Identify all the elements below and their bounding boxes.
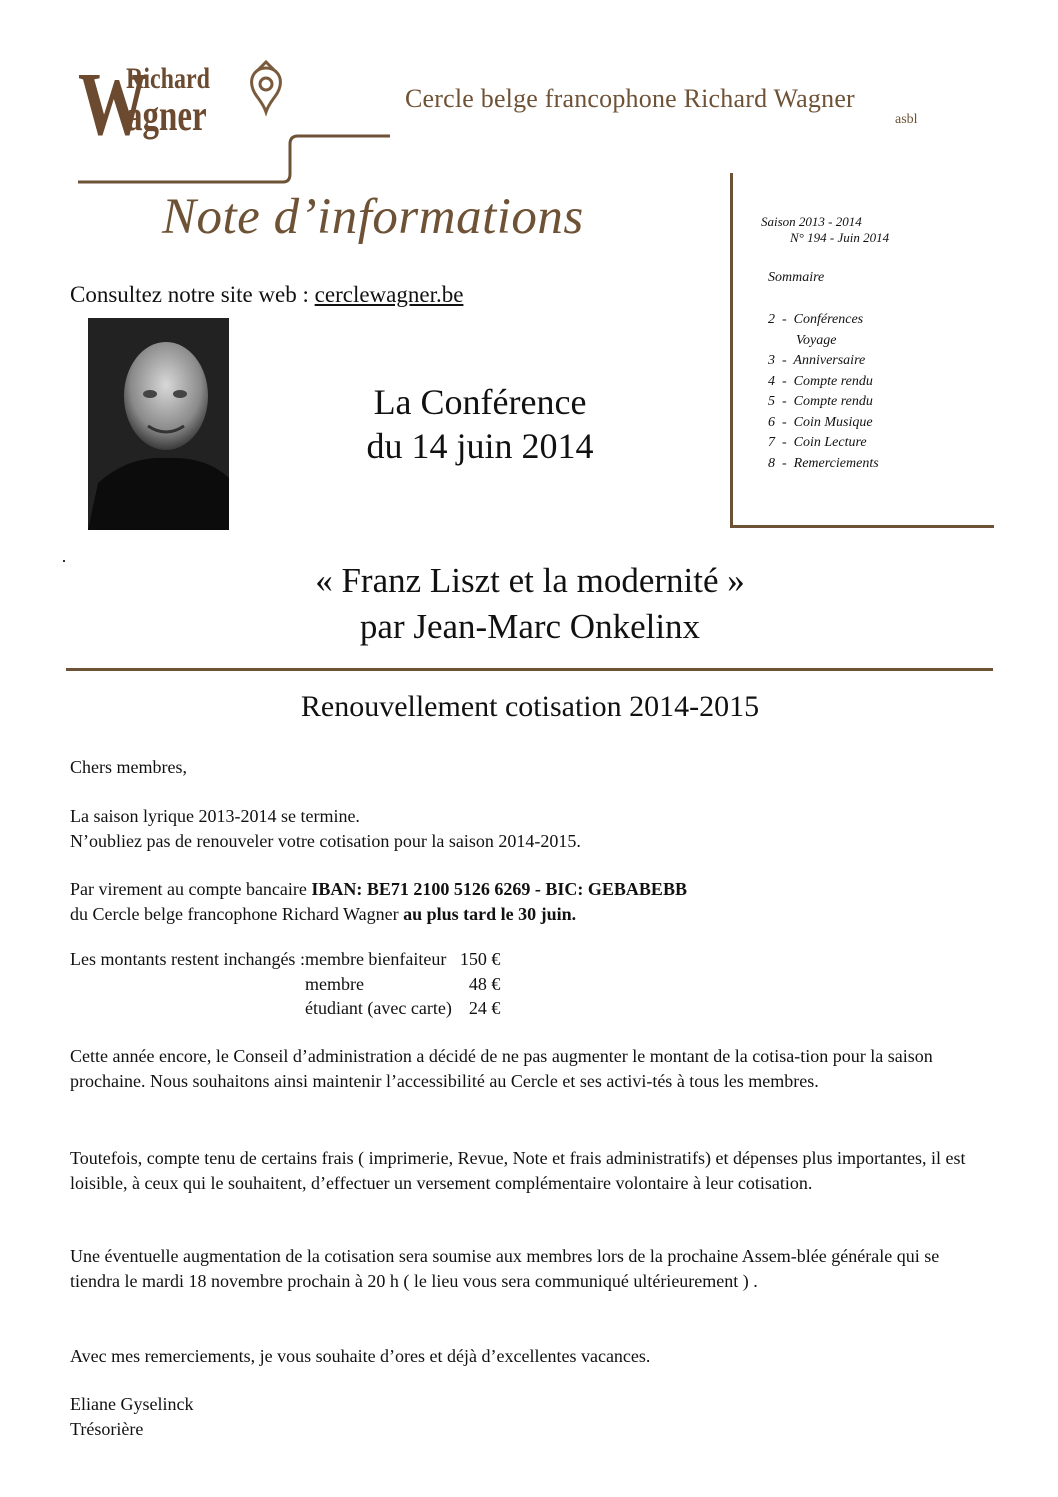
renewal-title: Renouvellement cotisation 2014-2015 xyxy=(300,690,760,723)
toc-item: 8 - Remerciements xyxy=(768,455,879,471)
lecture-line2: par Jean-Marc Onkelinx xyxy=(359,607,701,646)
table-row xyxy=(70,972,500,997)
sidebar-rule-vertical xyxy=(730,173,733,527)
signature-role: Trésorière xyxy=(70,1418,144,1439)
p1-line2: N’oubliez pas de renouveler votre cotisation pour la saison 2014-2015. xyxy=(70,830,581,851)
site-link[interactable]: cerclewagner.be xyxy=(314,282,464,307)
logo-underline xyxy=(78,55,398,185)
toc-item: 7 - Coin Lecture xyxy=(768,435,867,450)
amount-label: étudiant (avec carte) xyxy=(304,998,452,1018)
sidebar-season: Saison 2013 - 2014 xyxy=(761,214,862,229)
stray-dot xyxy=(63,560,65,562)
logo-agner: agner xyxy=(126,91,207,140)
amounts-intro: Les montants restent inchangés : xyxy=(70,949,305,969)
org-asbl: asbl xyxy=(895,112,918,127)
toc-item: Voyage xyxy=(768,332,837,348)
p1-line1: La saison lyrique 2013-2014 se termine. xyxy=(70,806,360,826)
greeting: Chers membres, xyxy=(70,757,187,777)
sidebar-issue: N° 194 - Juin 2014 xyxy=(790,230,890,245)
amount-value: 150 € xyxy=(459,949,501,969)
page-title: Note d’informations xyxy=(162,189,584,245)
portrait-image xyxy=(88,318,229,530)
toc-item: 3 - Anniversaire xyxy=(768,353,866,368)
toc-item: 6 - Coin Musique xyxy=(768,414,873,430)
conference-title xyxy=(230,380,730,468)
amounts-table xyxy=(70,947,500,1021)
org-name: Cercle belge francophone Richard Wagner xyxy=(405,84,855,113)
paragraph-4: Toutefois, compte tenu de certains frais ( imprimerie, Revue, Note et frais administratifs) et dépenses plus importantes, il est loisible, à ceux qui le souhaitent, d’effectuer un versement complémentaire volontaire à leur cotisation. xyxy=(70,1148,966,1193)
lecture-title xyxy=(100,558,960,650)
paragraph-1 xyxy=(70,804,990,853)
logo-w: W xyxy=(78,55,149,154)
paragraph-5: Une éventuelle augmentation de la cotisation sera soumise aux membres lors de la prochaine Assem-blée générale qui se tiendra le mardi 18 novembre prochain à 20 h ( le lieu vous sera communiqué ultérieurement ) . xyxy=(70,1246,940,1291)
bank-deadline: au plus tard le 30 juin. xyxy=(403,903,577,924)
table-row xyxy=(70,996,500,1021)
paragraph-bank xyxy=(70,877,990,926)
bank-prefix: Par virement au compte bancaire xyxy=(70,879,312,899)
amount-label: membre xyxy=(304,973,364,994)
bank-holder: du Cercle belge francophone Richard Wagner xyxy=(70,903,404,924)
logo-richard: Richard xyxy=(126,62,210,95)
paragraph-6: Avec mes remerciements, je vous souhaite d’ores et déjà d’excellentes vacances. xyxy=(70,1346,651,1366)
conference-line1: La Conférence xyxy=(373,382,587,422)
signature-name: Eliane Gyselinck xyxy=(70,1394,194,1414)
lecture-line1: « Franz Liszt et la modernité » xyxy=(315,561,745,600)
toc-item: 5 - Compte rendu xyxy=(768,394,873,409)
site-line xyxy=(70,282,463,308)
section-divider xyxy=(66,668,993,671)
conference-line2: du 14 juin 2014 xyxy=(366,426,594,466)
toc-item: 2 - Conférences xyxy=(768,312,864,327)
toc-item: 4 - Compte rendu xyxy=(768,373,873,389)
sidebar-sommaire: Sommaire xyxy=(768,270,825,285)
paragraph-3: Cette année encore, le Conseil d’administration a décidé de ne pas augmenter le montant de la cotisa-tion pour la saison prochaine. Nous souhaitons ainsi maintenir l’accessibilité au Cercle et ses activi-tés à tous les membres. xyxy=(70,1046,933,1091)
table-of-contents xyxy=(768,310,879,474)
amount-value: 48 € xyxy=(468,973,501,994)
table-row xyxy=(70,947,500,972)
bank-iban: IBAN: BE71 2100 5126 6269 - BIC: GEBABEBB xyxy=(311,879,687,899)
signature xyxy=(70,1392,990,1441)
logo xyxy=(78,55,378,180)
speaker-photo xyxy=(88,318,229,530)
sidebar-rule-horizontal xyxy=(730,525,994,528)
site-prefix: Consultez notre site web : xyxy=(70,282,315,307)
amount-label: membre bienfaiteur xyxy=(304,949,447,969)
amount-value: 24 € xyxy=(468,998,501,1018)
